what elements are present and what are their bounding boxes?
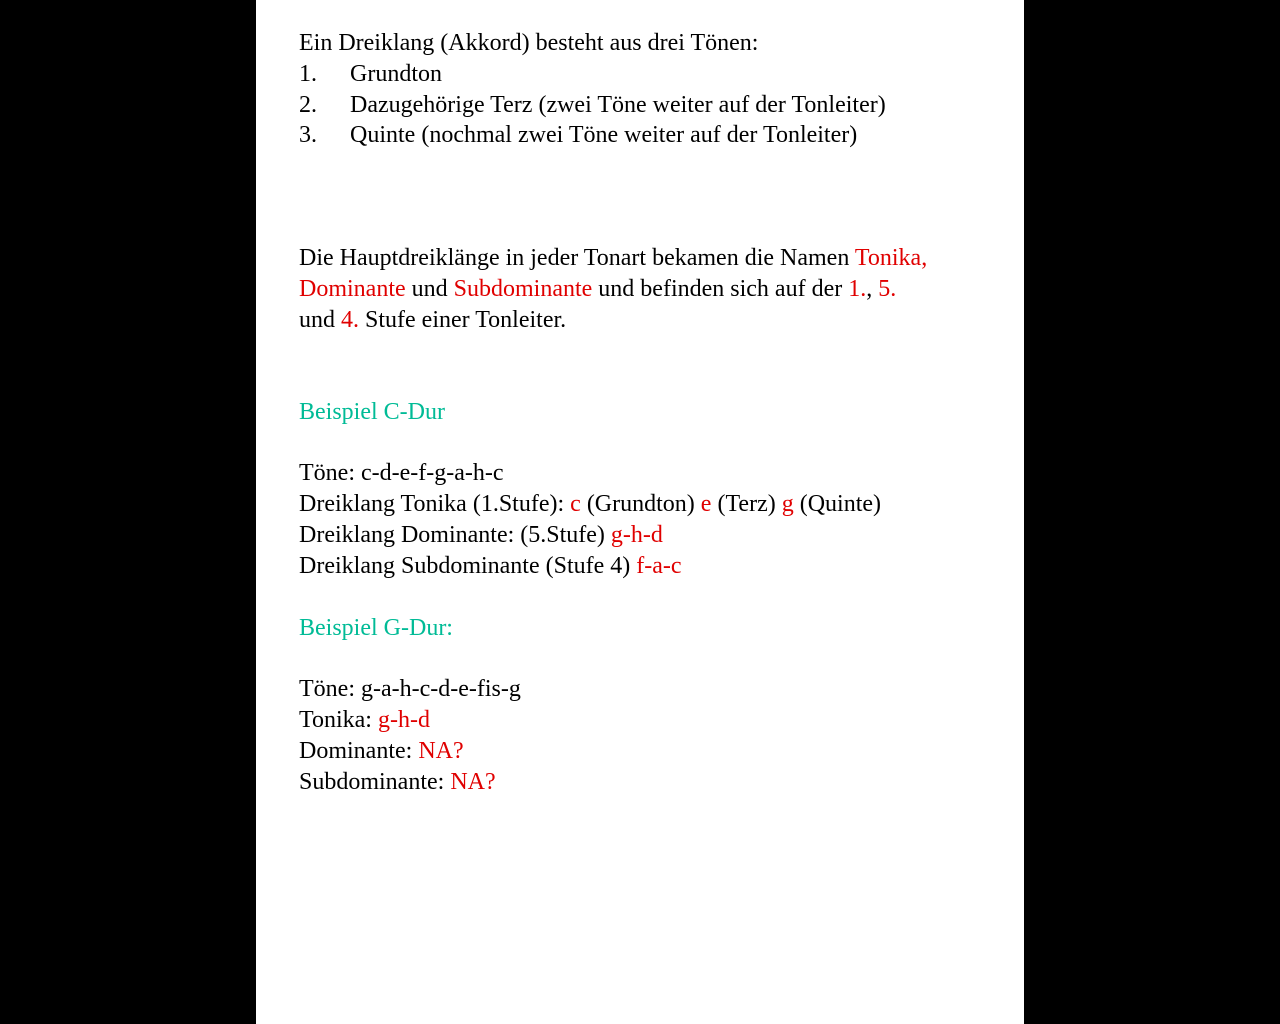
list-item: [299, 59, 989, 90]
label-text: (Quinte): [793, 491, 882, 518]
label-text: Dreiklang Subdominante (Stufe 4): [299, 552, 637, 579]
g-dur-heading: Beispiel G-Dur:: [299, 614, 453, 641]
label-text: Dominante:: [299, 737, 419, 764]
document-page: [256, 0, 1024, 1024]
intro-text: Ein Dreiklang (Akkord) besteht aus drei Tönen:: [299, 30, 759, 56]
triad-value: NA?: [450, 768, 496, 795]
note-value: e: [700, 491, 712, 518]
triad-value: g-h-d: [377, 707, 430, 734]
label-text: (Grundton): [580, 491, 701, 518]
paragraph-text: und befinden sich auf der: [592, 275, 849, 302]
subdominante-term: Subdominante: [453, 275, 593, 302]
g-dur-tonika-line: [299, 705, 989, 736]
label-text: Tonika:: [299, 707, 378, 734]
list-number: 3.: [299, 122, 317, 149]
list-text: Quinte (nochmal zwei Töne weiter auf der Tonleiter): [350, 122, 858, 149]
list-text: Grundton: [350, 60, 442, 87]
triad-value: NA?: [418, 737, 464, 764]
g-dur-toene: Töne: g-a-h-c-d-e-fis-g: [299, 676, 521, 703]
step-number: 4.: [341, 306, 359, 333]
c-dur-tonika-line: [299, 489, 989, 520]
list-item: [299, 120, 989, 151]
g-dur-dominante-line: [299, 736, 989, 767]
spacer: [299, 151, 989, 243]
paragraph-text: und: [405, 275, 454, 302]
main-triads-paragraph: [299, 243, 989, 335]
document-content: [299, 28, 989, 798]
triad-steps-list: [299, 59, 989, 151]
step-number: 1.: [848, 275, 867, 302]
spacer: [299, 336, 989, 397]
label-text: Dreiklang Dominante: (5.Stufe): [299, 521, 611, 548]
dominante-term: Dominante: [299, 275, 406, 302]
paragraph-text: ,: [866, 275, 879, 302]
spacer: [299, 582, 989, 613]
note-value: g: [781, 491, 794, 518]
tonika-term: Tonika,: [854, 245, 928, 272]
c-dur-heading: Beispiel C-Dur: [299, 398, 445, 425]
triad-value: g-h-d: [610, 521, 663, 548]
paragraph-text: Die Hauptdreiklänge in jeder Tonart bekamen die Namen: [299, 245, 855, 272]
list-number: 2.: [299, 91, 317, 118]
c-dur-subdominante-line: [299, 551, 989, 582]
label-text: (Terz): [711, 491, 782, 518]
list-item: [299, 90, 989, 121]
label-text: Subdominante:: [299, 768, 451, 795]
triad-value: f-a-c: [636, 552, 682, 579]
g-dur-subdominante-line: [299, 767, 989, 798]
list-text: Dazugehörige Terz (zwei Töne weiter auf der Tonleiter): [350, 91, 886, 118]
spacer: [299, 427, 989, 458]
note-value: c: [570, 491, 581, 518]
c-dur-dominante-line: [299, 520, 989, 551]
paragraph-text: Stufe einer Tonleiter.: [359, 306, 567, 333]
label-text: Dreiklang Tonika (1.Stufe):: [299, 491, 571, 518]
list-number: 1.: [299, 60, 317, 87]
spacer: [299, 643, 989, 674]
step-number: 5.: [878, 275, 897, 302]
c-dur-toene: Töne: c-d-e-f-g-a-h-c: [299, 460, 504, 487]
paragraph-text: und: [299, 306, 341, 333]
